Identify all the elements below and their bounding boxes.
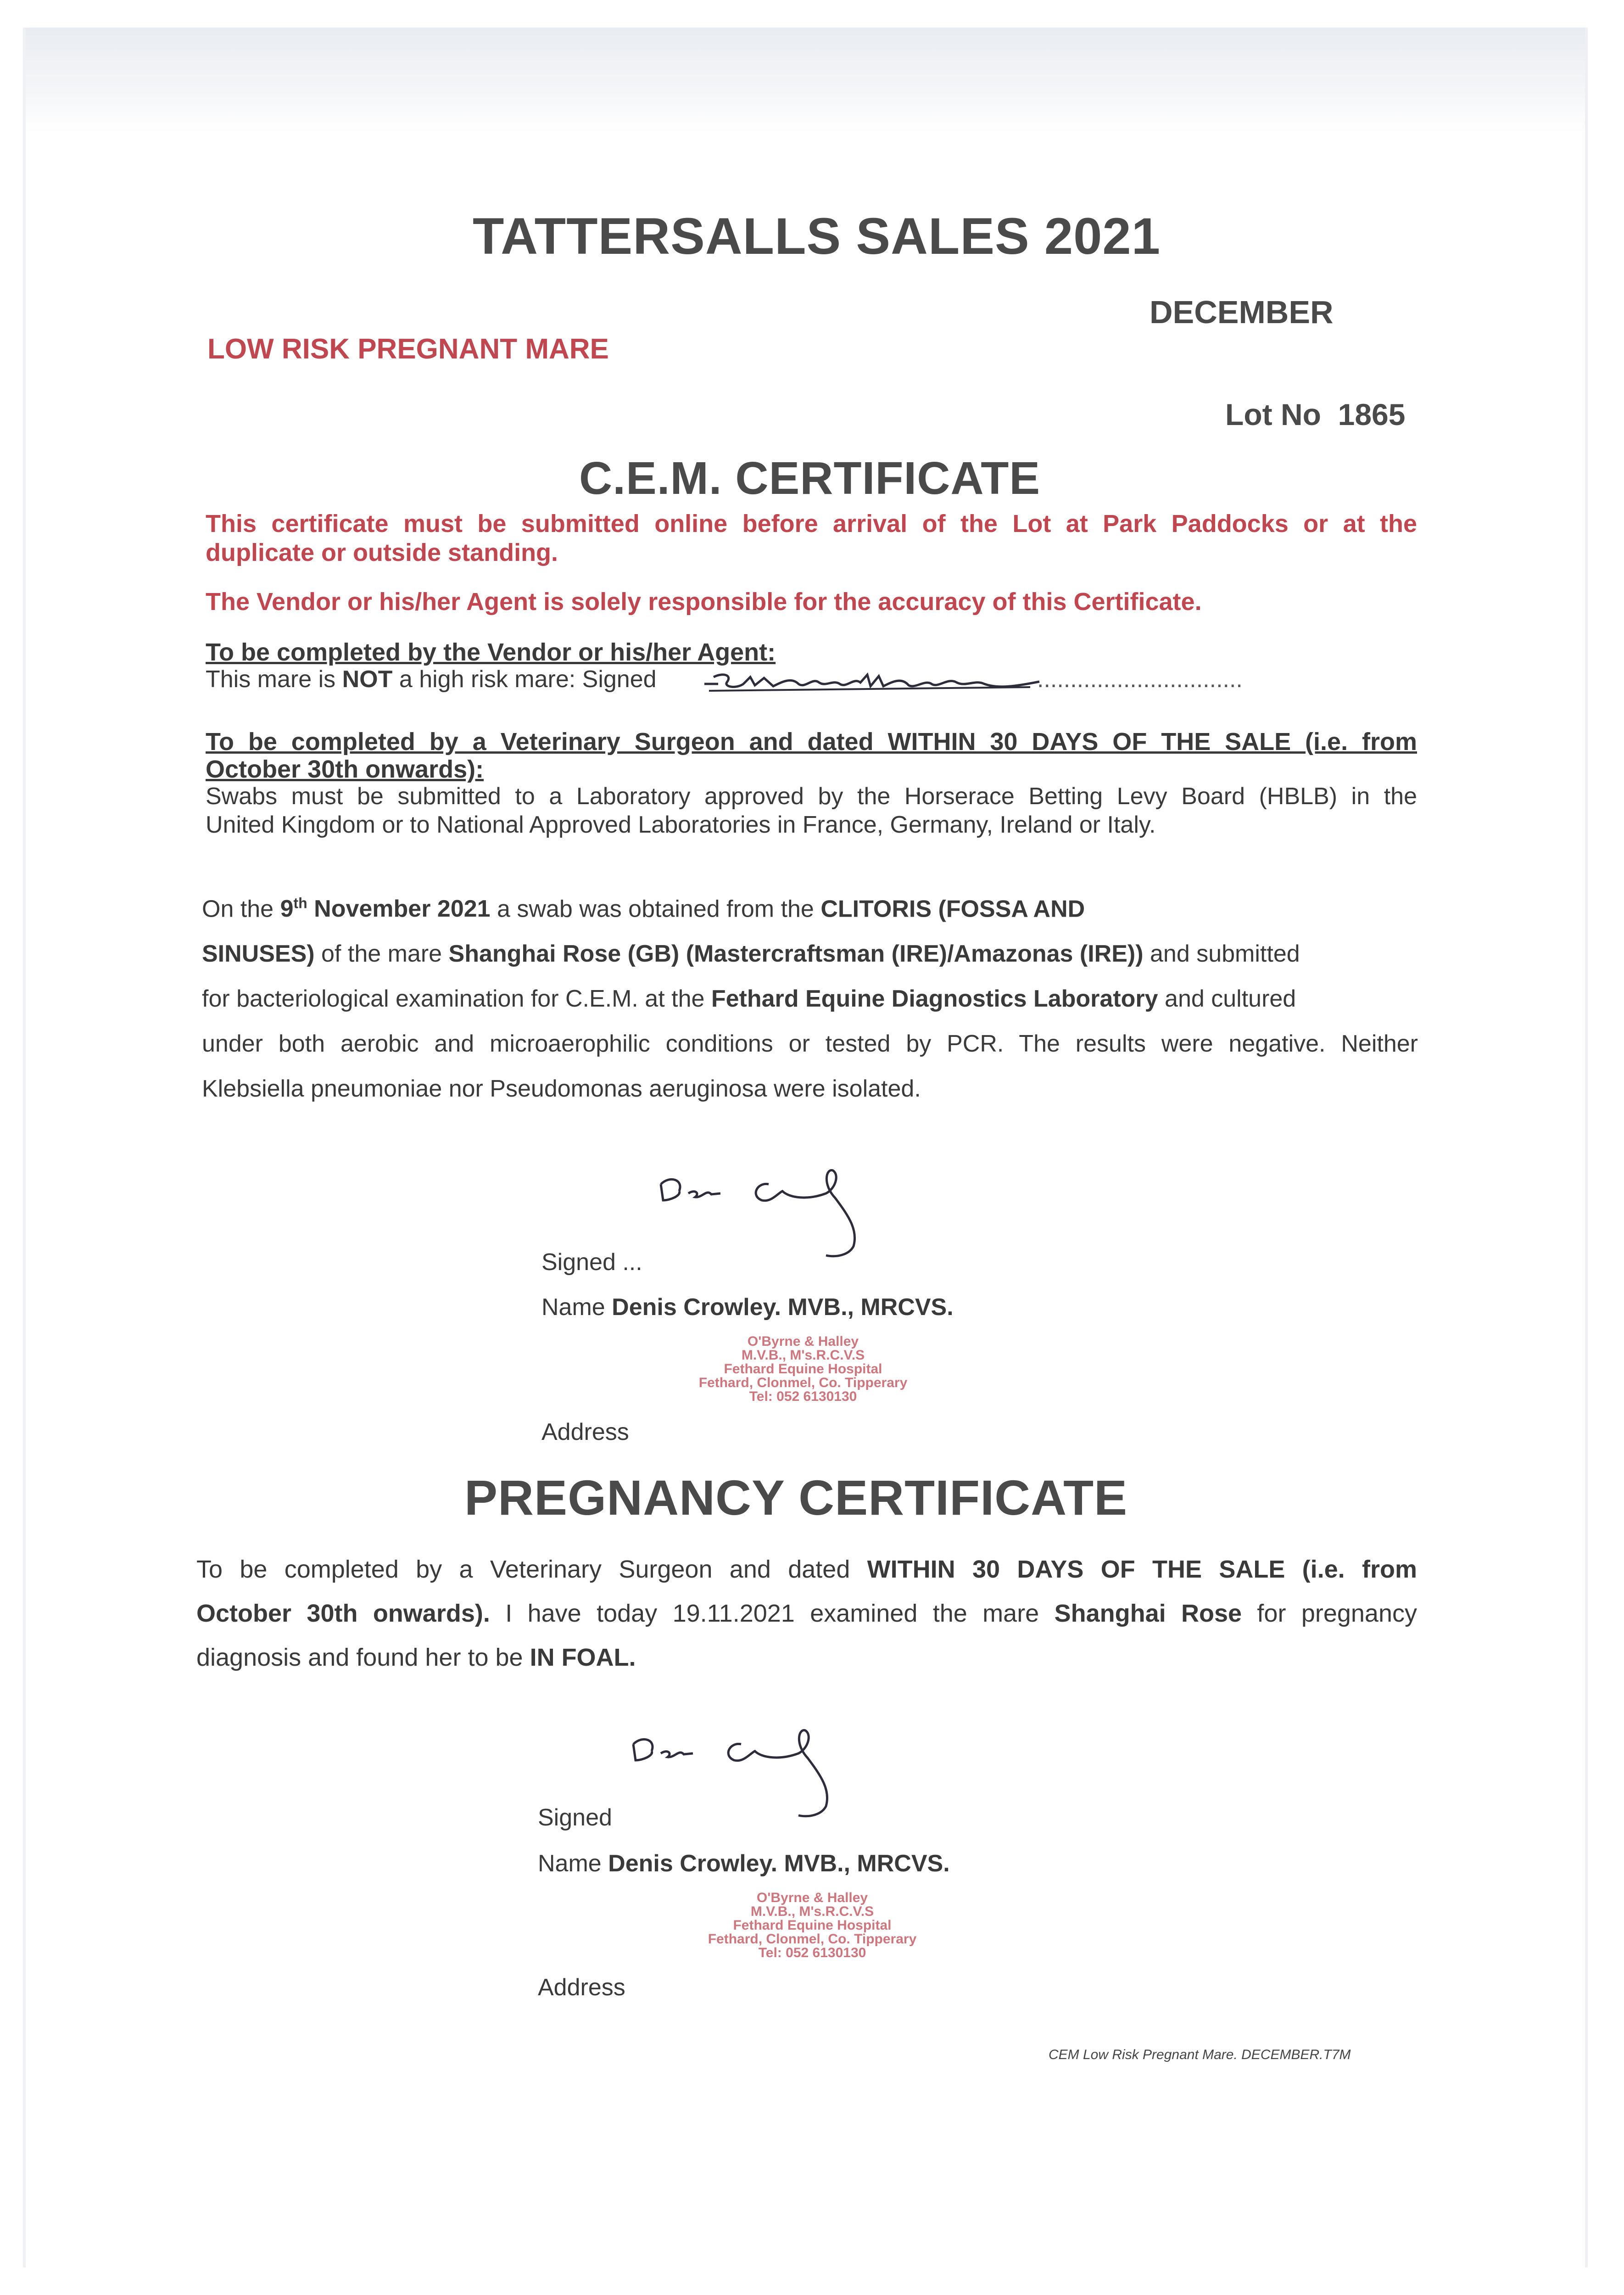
p-mare: Shanghai Rose (GB) (Mastercraftsman (IRE)/Amazonas (IRE)) bbox=[448, 940, 1144, 967]
swab-line2: United Kingdom or to National Approved Laboratories in France, Germany, Ireland or Italy. bbox=[206, 812, 1156, 838]
swab-line1: Swabs must be submitted to a Laboratory approved by the Horserace Betting Levy Board (HBLB) in the bbox=[206, 783, 1417, 810]
preg-line3 bbox=[196, 1643, 636, 1672]
cem-name-label: Name bbox=[541, 1294, 612, 1321]
p-of-mare: of the mare bbox=[314, 940, 449, 967]
preg-name-line bbox=[538, 1850, 950, 1877]
preg-name-value: Denis Crowley. MVB., MRCVS. bbox=[608, 1850, 950, 1877]
p-on-the: On the bbox=[202, 896, 280, 923]
preg-l3-pre: diagnosis and found her to be bbox=[196, 1644, 530, 1671]
cem-para-line3 bbox=[202, 985, 1296, 1013]
stamp-line2: M.V.B., M's.R.C.V.S bbox=[750, 1904, 874, 1919]
p-site2: SINUSES) bbox=[202, 940, 315, 967]
p-swab: a swab was obtained from the bbox=[490, 896, 821, 923]
sale-month: DECEMBER bbox=[1150, 294, 1334, 330]
cem-signed-label: Signed ... bbox=[541, 1249, 642, 1276]
cem-para-line4: under both aerobic and microaerophilic conditions or tested by PCR. The results were negative. Neither bbox=[202, 1030, 1418, 1057]
preg-signed-label: Signed bbox=[538, 1804, 612, 1831]
footer-reference: CEM Low Risk Pregnant Mare. DECEMBER.T7M bbox=[1049, 2047, 1351, 2062]
stamp-line3: Fethard Equine Hospital bbox=[733, 1918, 892, 1933]
stamp-line2: M.V.B., M's.R.C.V.S bbox=[741, 1348, 865, 1363]
preg-l2-mid: I have today 19.11.2021 examined the mare bbox=[490, 1600, 1055, 1627]
stamp-line5: Tel: 052 6130130 bbox=[749, 1389, 857, 1404]
vet-heading-line2: October 30th onwards): bbox=[206, 756, 484, 783]
p-line3-post: and cultured bbox=[1158, 985, 1296, 1012]
preg-line2 bbox=[196, 1599, 1417, 1628]
preg-name-label: Name bbox=[538, 1850, 608, 1877]
cem-notice-line2: duplicate or outside standing. bbox=[206, 539, 558, 566]
preg-l3-bold: IN FOAL. bbox=[530, 1644, 636, 1671]
p-date bbox=[280, 896, 491, 922]
cem-name-value: Denis Crowley. MVB., MRCVS. bbox=[612, 1294, 954, 1321]
p-day-sup: th bbox=[293, 895, 307, 912]
p-line3-pre: for bacteriological examination for C.E.M. at the bbox=[202, 985, 711, 1012]
preg-l2-post: for pregnancy bbox=[1242, 1600, 1417, 1627]
vendor-post: a high risk mare: Signed bbox=[392, 666, 657, 693]
stamp-line3: Fethard Equine Hospital bbox=[724, 1361, 882, 1377]
cem-notice-line1: This certificate must be submitted online before arrival of the Lot at Park Paddocks or at the bbox=[206, 510, 1417, 537]
lot-number: 1865 bbox=[1338, 397, 1406, 431]
practice-stamp-pregnancy bbox=[652, 1891, 973, 1960]
stamp-line4: Fethard, Clonmel, Co. Tipperary bbox=[708, 1931, 917, 1947]
cem-para-line1 bbox=[202, 895, 1085, 923]
p-date-rest: November 2021 bbox=[307, 896, 491, 923]
stamp-line4: Fethard, Clonmel, Co. Tipperary bbox=[698, 1375, 908, 1390]
lot-number-line bbox=[1225, 397, 1405, 432]
vendor-signature bbox=[700, 659, 1049, 700]
vendor-pre: This mare is bbox=[206, 666, 342, 693]
cem-heading: C.E.M. CERTIFICATE bbox=[579, 453, 1041, 504]
preg-l2-bold: October 30th onwards). bbox=[196, 1600, 490, 1627]
cem-responsibility: The Vendor or his/her Agent is solely responsible for the accuracy of this Certificate. bbox=[206, 588, 1202, 616]
cem-address-label: Address bbox=[541, 1419, 629, 1445]
preg-line1 bbox=[196, 1555, 1417, 1584]
p-day: 9 bbox=[280, 896, 294, 923]
vendor-heading: To be completed by the Vendor or his/her Agent: bbox=[206, 638, 776, 666]
stamp-line5: Tel: 052 6130130 bbox=[758, 1945, 866, 1960]
preg-address-label: Address bbox=[538, 1974, 625, 2001]
p-submitted: and submitted bbox=[1143, 940, 1300, 967]
vet-heading-line1: To be completed by a Veterinary Surgeon and dated WITHIN 30 DAYS OF THE SALE (i.e. from bbox=[206, 728, 1417, 756]
cem-para-line5: Klebsiella pneumoniae nor Pseudomonas aeruginosa were isolated. bbox=[202, 1075, 921, 1102]
vendor-declaration bbox=[206, 666, 657, 693]
vet-signature-pregnancy bbox=[624, 1717, 881, 1822]
stamp-line1: O'Byrne & Halley bbox=[747, 1334, 859, 1349]
preg-l2-mare: Shanghai Rose bbox=[1054, 1600, 1242, 1627]
lot-label: Lot No bbox=[1225, 397, 1321, 431]
stamp-line1: O'Byrne & Halley bbox=[756, 1890, 868, 1905]
document-title: TATTERSALLS SALES 2021 bbox=[473, 207, 1161, 265]
vendor-not: NOT bbox=[342, 666, 393, 693]
vendor-signature-dots: ............................... bbox=[1037, 666, 1243, 693]
vet-signature-cem bbox=[652, 1157, 899, 1262]
p-site1: CLITORIS (FOSSA AND bbox=[820, 896, 1085, 923]
preg-l1-pre: To be completed by a Veterinary Surgeon and dated bbox=[196, 1556, 867, 1583]
pregnancy-heading: PREGNANCY CERTIFICATE bbox=[464, 1470, 1128, 1525]
cem-name-line bbox=[541, 1293, 954, 1321]
preg-l1-bold: WITHIN 30 DAYS OF THE SALE (i.e. from bbox=[867, 1556, 1417, 1583]
category-label: LOW RISK PREGNANT MARE bbox=[207, 333, 609, 365]
practice-stamp-cem bbox=[652, 1335, 954, 1404]
p-lab: Fethard Equine Diagnostics Laboratory bbox=[711, 985, 1158, 1012]
cem-para-line2 bbox=[202, 940, 1300, 968]
